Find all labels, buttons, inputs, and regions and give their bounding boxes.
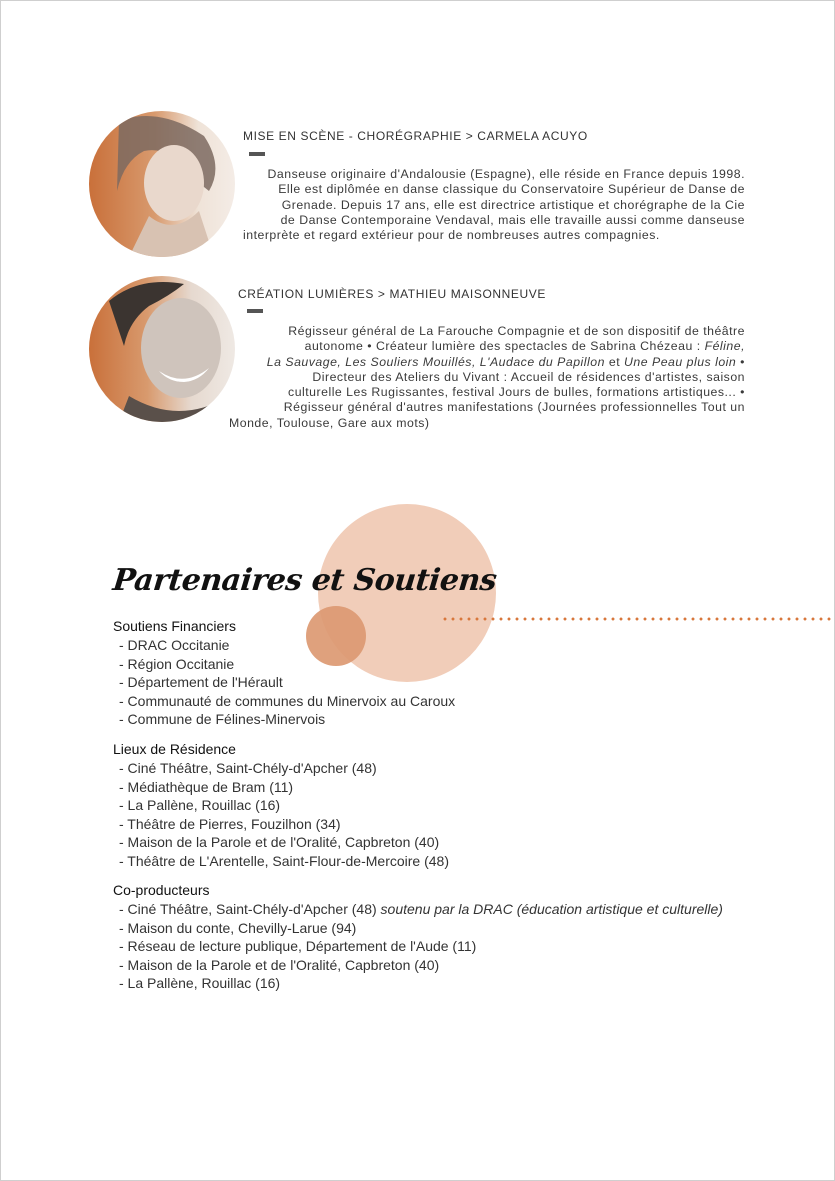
list-item-text: - Ciné Théâtre, Saint-Chély-d'Apcher (48) — [119, 901, 381, 917]
bio-line: Directeur des Ateliers du Vivant : Accueil de résidences d'artistes, saison — [312, 369, 745, 384]
dash-divider — [249, 152, 265, 156]
list-item: - Ciné Théâtre, Saint-Chély-d'Apcher (48) — [119, 760, 377, 776]
group-soutiens-financiers — [113, 617, 455, 729]
list-item: - DRAC Occitanie — [119, 637, 230, 653]
bio-text: • — [736, 354, 745, 369]
bio-line: culturelle Les Rugissantes, festival Jours de bulles, formations artistiques... • — [288, 385, 745, 400]
role-title-mathieu: CRÉATION LUMIÈRES > MATHIEU MAISONNEUVE — [238, 287, 546, 301]
group-title: Soutiens Financiers — [113, 618, 236, 634]
bio-title-italic: La Sauvage, Les Souliers Mouillés, L'Audace du Papillon — [266, 354, 605, 369]
bio-carmela — [243, 167, 745, 243]
section-title: Partenaires et Soutiens — [111, 563, 499, 598]
list-item: - Communauté de communes du Minervoix au Caroux — [119, 692, 456, 709]
list-item: - Région Occitanie — [119, 655, 235, 672]
list-item: - Département de l'Hérault — [119, 674, 283, 690]
group-title: Co-producteurs — [113, 882, 210, 898]
bio-text: autonome • Créateur lumière des spectacles de Sabrina Chézeau : — [304, 339, 705, 354]
bio-line: Régisseur général de La Farouche Compagnie et de son dispositif de théâtre — [288, 324, 745, 338]
group-list — [113, 636, 455, 729]
list-item: - Réseau de lecture publique, Département de l'Aude (11) — [119, 938, 477, 954]
list-item: - Théâtre de L'Arentelle, Saint-Flour-de-Mercoire (48) — [119, 852, 449, 869]
dotted-line — [441, 617, 835, 621]
portrait-mathieu-maisonneuve — [89, 276, 235, 422]
list-item-note: soutenu par la DRAC (éducation artistique et culturelle) — [380, 901, 723, 917]
group-lieux-residence — [113, 740, 449, 870]
bio-line — [229, 339, 745, 354]
bio-line: Monde, Toulouse, Gare aux mots) — [229, 415, 430, 430]
bio-line: de Danse Contemporaine Vendaval, mais elle travaille aussi comme danseuse — [280, 212, 745, 227]
bio-text: et — [604, 354, 625, 369]
group-co-producteurs — [113, 881, 723, 993]
list-item: - Maison de la Parole et de l'Oralité, Capbreton (40) — [119, 834, 440, 850]
group-title: Lieux de Résidence — [113, 741, 236, 757]
list-item: - Théâtre de Pierres, Fouzilhon (34) — [119, 815, 341, 832]
list-item: - La Pallène, Rouillac (16) — [119, 797, 281, 813]
bio-title-italic: Une Peau plus loin — [624, 354, 737, 369]
list-item: - Maison du conte, Chevilly-Larue (94) — [119, 919, 357, 936]
bio-title-italic: Féline, — [704, 339, 745, 354]
list-item: - La Pallène, Rouillac (16) — [119, 975, 281, 991]
list-item: - Médiathèque de Bram (11) — [119, 778, 294, 795]
bio-line: Elle est diplômée en danse classique du Conservatoire Supérieur de Danse de — [278, 182, 745, 197]
portrait-carmela-acuyo — [89, 111, 235, 257]
list-item: - Commune de Félines-Minervois — [119, 711, 326, 727]
group-list — [113, 900, 723, 993]
dash-divider — [247, 309, 263, 313]
bio-line: Danseuse originaire d'Andalousie (Espagne), elle réside en France depuis 1998. — [267, 167, 745, 181]
role-title-carmela: MISE EN SCÈNE - CHORÉGRAPHIE > CARMELA ACUYO — [243, 129, 588, 143]
bio-line — [229, 355, 745, 370]
bio-line: interprète et regard extérieur pour de nombreuses autres compagnies. — [243, 228, 660, 243]
bio-mathieu — [229, 324, 745, 431]
list-item: - Maison de la Parole et de l'Oralité, Capbreton (40) — [119, 956, 440, 973]
group-list — [113, 759, 449, 870]
bio-line: Grenade. Depuis 17 ans, elle est directrice artistique et chorégraphe de la Cie — [281, 197, 745, 212]
bio-line: Régisseur général d'autres manifestations (Journées professionnelles Tout un — [283, 400, 745, 415]
list-item — [119, 900, 723, 919]
